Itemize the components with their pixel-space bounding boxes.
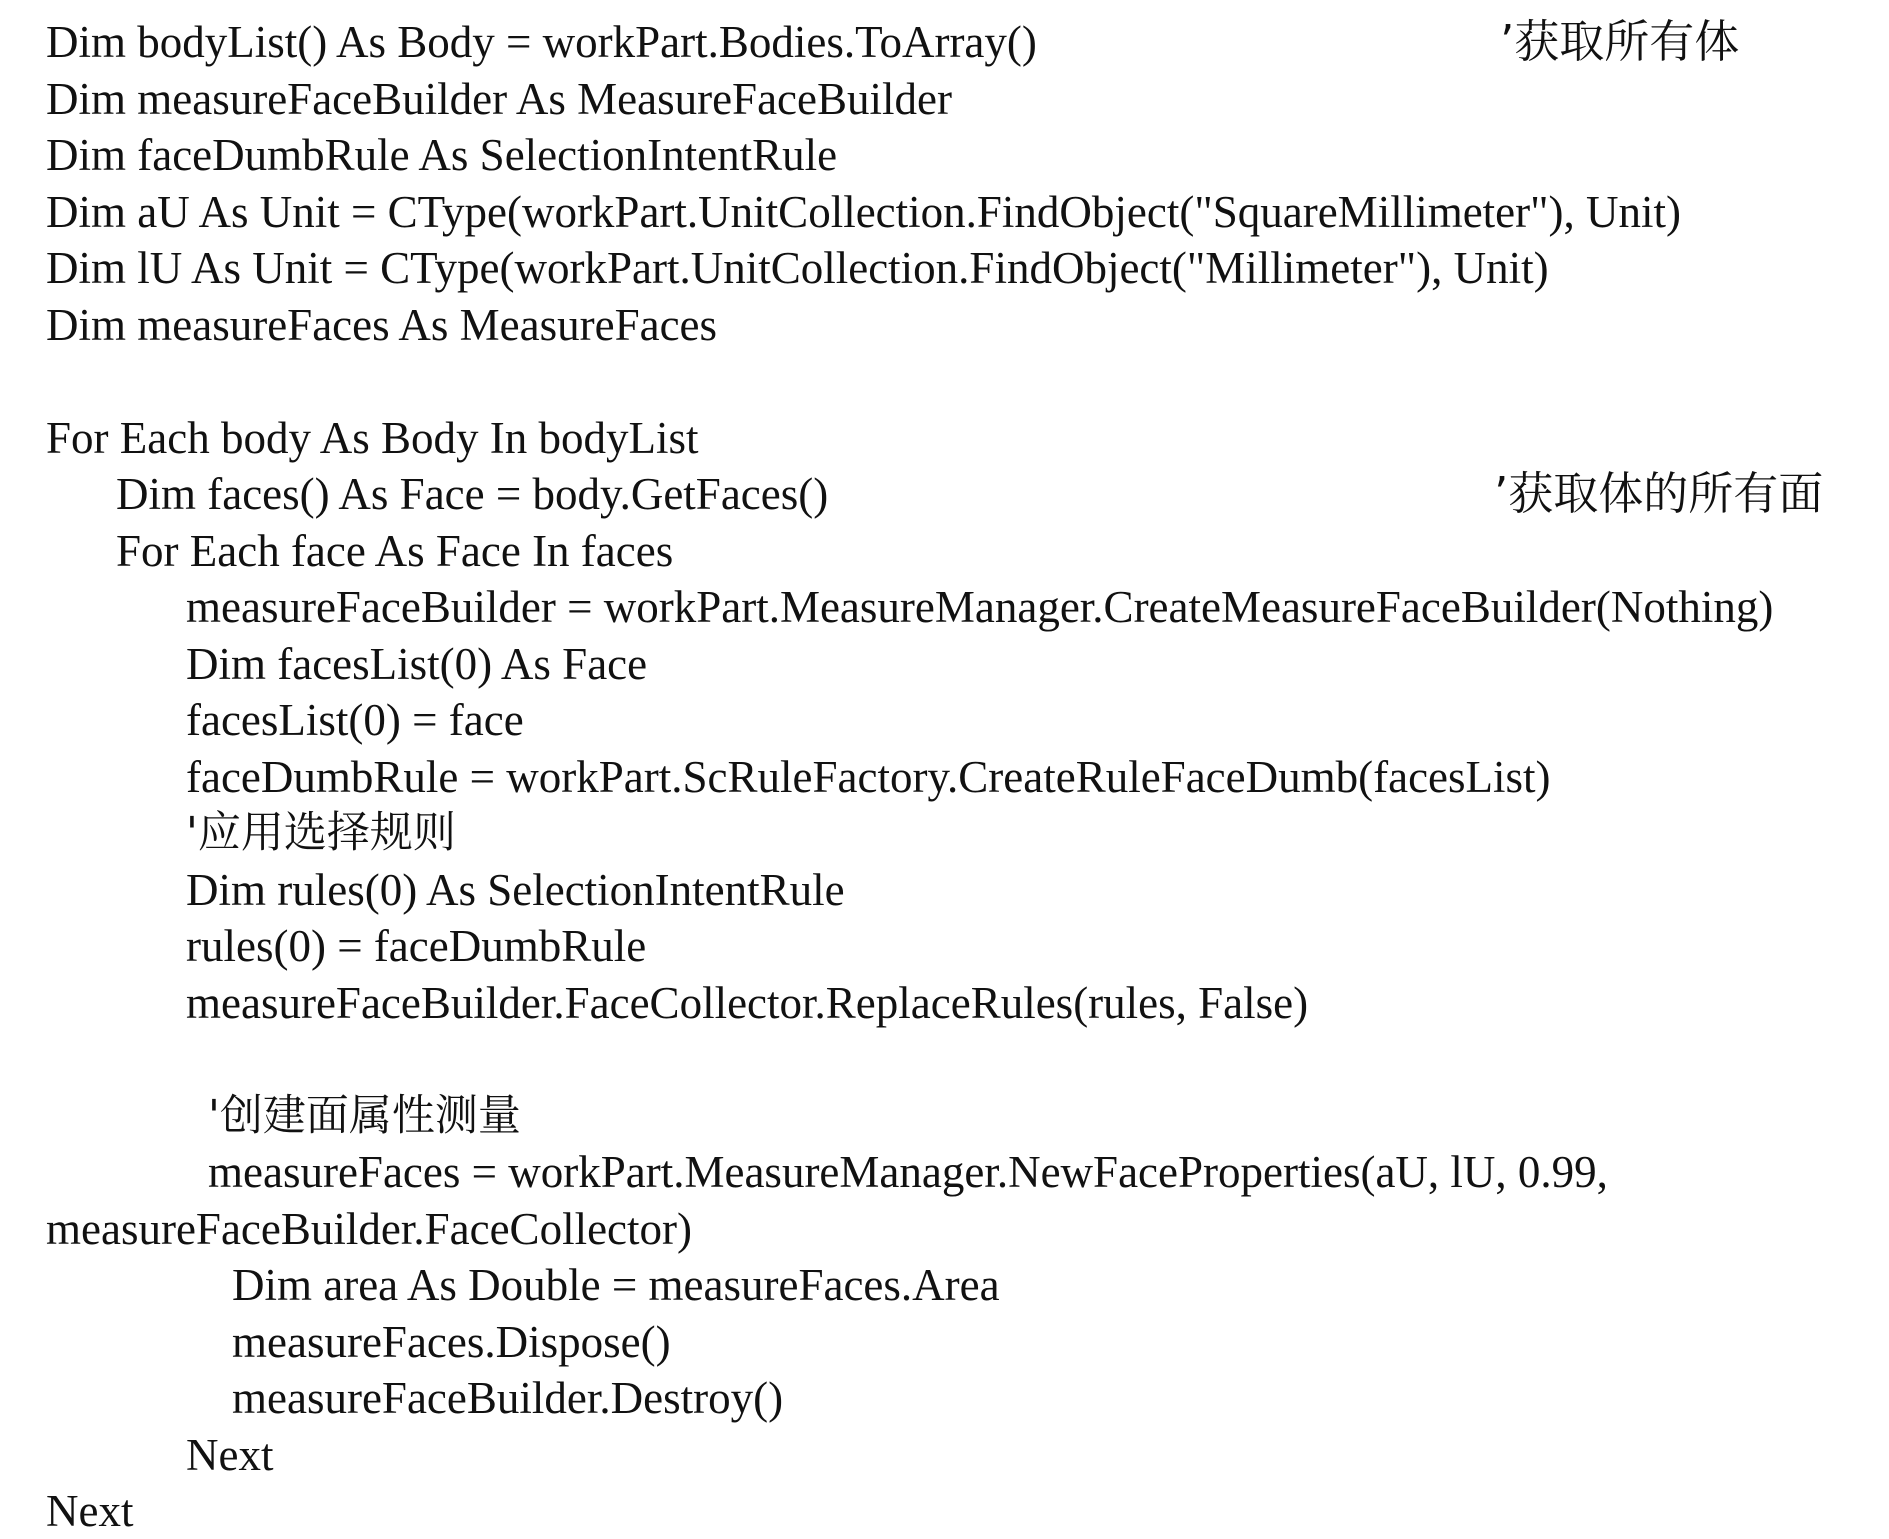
code-line-14: faceDumbRule = workPart.ScRuleFactory.CreateRuleFaceDumb(facesList) — [186, 752, 1551, 802]
code-line-23: Dim area As Double = measureFaces.Area — [232, 1260, 1000, 1310]
code-line-16: Dim rules(0) As SelectionIntentRule — [186, 865, 845, 915]
comment-get-all-faces: ’获取体的所有面 — [1494, 467, 1824, 520]
code-line-9: Dim faces() As Face = body.GetFaces() — [116, 469, 829, 519]
code-line-21: measureFaces = workPart.MeasureManager.NewFaceProperties(aU, lU, 0.99, — [208, 1147, 1608, 1197]
code-line-18: measureFaceBuilder.FaceCollector.ReplaceRules(rules, False) — [186, 978, 1309, 1028]
code-line-26: Next — [186, 1430, 274, 1480]
code-line-5: Dim lU As Unit = CType(workPart.UnitCollection.FindObject("Millimeter"), Unit) — [46, 243, 1549, 293]
code-line-25: measureFaceBuilder.Destroy() — [232, 1373, 784, 1423]
code-line-2: Dim measureFaceBuilder As MeasureFaceBuilder — [46, 74, 952, 124]
code-line-6: Dim measureFaces As MeasureFaces — [46, 300, 718, 350]
code-line-1: Dim bodyList() As Body = workPart.Bodies.ToArray() — [46, 17, 1037, 67]
code-line-13: facesList(0) = face — [186, 695, 524, 745]
code-line-10: For Each face As Face In faces — [116, 526, 674, 576]
code-line-12: Dim facesList(0) As Face — [186, 639, 648, 689]
code-line-20-comment: '创建面属性测量 — [208, 1091, 521, 1141]
code-line-3: Dim faceDumbRule As SelectionIntentRule — [46, 130, 838, 180]
code-line-27: Next — [46, 1486, 134, 1536]
code-line-24: measureFaces.Dispose() — [232, 1317, 671, 1367]
comment-get-all-bodies: ’获取所有体 — [1500, 15, 1740, 68]
code-line-4: Dim aU As Unit = CType(workPart.UnitCollection.FindObject("SquareMillimeter"), Unit) — [46, 187, 1681, 237]
code-line-17: rules(0) = faceDumbRule — [186, 921, 647, 971]
code-line-8: For Each body As Body In bodyList — [46, 413, 699, 463]
code-line-11: measureFaceBuilder = workPart.MeasureManager.CreateMeasureFaceBuilder(Nothing) — [186, 582, 1774, 632]
code-line-22: measureFaceBuilder.FaceCollector) — [46, 1204, 692, 1254]
code-line-15-comment: '应用选择规则 — [186, 808, 456, 858]
